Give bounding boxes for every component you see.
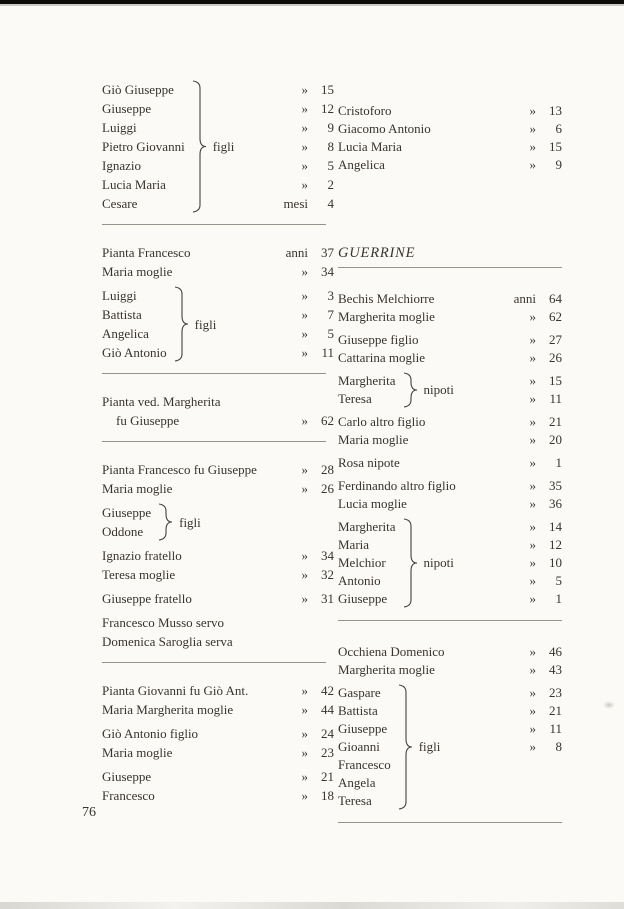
family-group [338,684,562,810]
person-name: Pianta Francesco [102,245,191,260]
row-cluster [102,681,334,719]
person-name: Melchior [338,555,386,570]
person-name: Francesco [338,757,391,772]
age-value: 21 [549,414,562,429]
age-unit: anni [513,291,536,306]
age-value: 26 [321,481,334,496]
row-cluster [102,724,334,762]
age-unit: » [529,739,536,754]
record-row [102,681,334,700]
group-ages [502,372,562,408]
person-name: Oddone [102,524,144,539]
person-name: Teresa [338,391,372,406]
person-name: Gioanni [338,739,380,754]
left-column [102,80,334,805]
age-value [308,392,334,411]
person-name: Cesare [102,196,138,211]
record-row [338,156,562,174]
age-unit: » [529,721,536,736]
age-value: 36 [549,496,562,511]
record-row [338,454,562,472]
person-name: Domenica Saroglia serva [102,634,233,649]
record-row [338,102,562,120]
age-unit: » [301,120,308,135]
person-name: Lucia Maria [338,139,402,154]
age-unit [274,613,308,632]
age-value: 14 [549,519,562,534]
age-unit: » [529,332,536,347]
age-row [274,175,334,194]
family-block [102,243,334,362]
person-name: Giacomo Antonio [338,121,431,136]
age-unit: » [301,788,308,803]
person-name: Luiggi [102,120,137,135]
record-row [102,743,334,762]
age-unit: » [529,537,536,552]
age-unit: » [301,158,308,173]
age-row [502,390,562,408]
age-row [502,372,562,390]
age-value: 23 [321,745,334,760]
age-unit [274,392,308,411]
section-header: GUERRINE [338,245,416,261]
person-name: Lucia Maria [102,177,166,192]
age-value: 13 [549,103,562,118]
group-label: figli [194,316,217,332]
section-divider [338,620,562,621]
row-cluster [102,392,334,430]
family-block [338,290,562,608]
record-row [338,413,562,431]
person-name: Cattarina moglie [338,350,426,365]
person-name: Maria moglie [102,481,173,496]
age-unit: » [301,288,308,303]
family-block [102,681,334,805]
age-row [274,156,334,175]
record-row [102,546,334,565]
section-divider [338,267,562,268]
age-unit: » [529,103,536,118]
group-names [102,503,151,541]
age-value: 8 [555,739,562,754]
age-value: 20 [549,432,562,447]
record-row [102,565,334,584]
age-value: 9 [327,120,334,135]
person-name: Occhiena Domenico [338,644,445,659]
age-unit: » [301,745,308,760]
age-unit: » [301,82,308,97]
age-unit: » [529,519,536,534]
record-row [338,138,562,156]
record-row [102,767,334,786]
age-value: 44 [321,702,334,717]
person-name: Teresa moglie [102,567,176,582]
person-name: Francesco [102,788,155,803]
age-unit: » [301,307,308,322]
age-row [502,554,562,572]
person-name: Margherita [338,373,396,388]
age-unit: » [529,662,536,677]
age-row [502,702,562,720]
family-block [338,643,562,810]
row-cluster [338,477,562,513]
person-name: Giuseppe [102,505,152,520]
person-name: Pianta Giovanni fu Giò Ant. [102,683,249,698]
age-unit: » [301,591,308,606]
curly-brace-icon [192,80,208,213]
age-value: 15 [321,82,334,97]
person-name: Maria moglie [102,264,173,279]
row-cluster [102,546,334,584]
person-name: Luiggi [102,288,137,303]
row-cluster [338,454,562,472]
age-value: 31 [321,591,334,606]
age-unit: » [301,413,308,428]
age-unit: » [529,685,536,700]
person-name: Maria moglie [338,432,409,447]
person-name: Pianta ved. Margherita [102,394,221,409]
age-value: 35 [549,478,562,493]
person-name: Angelica [338,157,385,172]
age-unit: » [529,573,536,588]
age-value: 4 [327,196,334,211]
person-name: Angela [338,775,376,790]
age-value: 62 [549,309,562,324]
person-name: Rosa nipote [338,455,400,470]
person-name: Lucia moglie [338,496,407,511]
age-row [274,194,334,213]
record-row [102,613,334,632]
age-unit: » [301,702,308,717]
curly-brace-icon [403,518,419,608]
age-row [274,343,334,362]
age-value: 62 [321,413,334,428]
group-label: nipoti [423,382,454,397]
age-unit: mesi [283,196,308,211]
person-name: Giuseppe [338,591,388,606]
age-value: 11 [549,391,562,406]
person-name: Battista [338,703,378,718]
person-name: Maria moglie [102,745,173,760]
person-name: Teresa [338,793,372,808]
age-unit: » [301,683,308,698]
age-unit: » [529,478,536,493]
record-row [102,700,334,719]
record-row [338,477,562,495]
section-divider [102,373,326,374]
family-block [102,80,334,213]
age-unit: » [529,121,536,136]
person-name: Cristoforo [338,103,392,118]
age-row [274,137,334,156]
row-cluster [338,331,562,367]
age-unit: » [529,703,536,718]
row-cluster [338,102,562,174]
age-unit: » [301,345,308,360]
row-cluster [102,460,334,498]
age-value: 12 [321,101,334,116]
age-row [274,324,334,343]
person-name: Battista [102,307,142,322]
group-label: figli [212,139,235,154]
record-row [338,661,562,679]
age-unit: » [529,432,536,447]
row-cluster [338,290,562,326]
scan-edge-top-shadow [0,4,624,6]
age-unit: » [301,548,308,563]
age-row [502,572,562,590]
family-group [338,372,562,408]
group-ages [502,684,562,810]
row-cluster [102,589,334,608]
person-name: Margherita moglie [338,662,435,677]
scan-smudge [603,701,615,709]
age-unit: » [529,414,536,429]
curly-brace-icon [403,372,419,408]
group-ages [502,518,562,608]
age-unit: » [529,391,536,406]
record-row [338,290,562,308]
age-value [308,613,334,632]
age-value: 15 [549,373,562,388]
curly-brace-icon [398,684,414,810]
age-value: 11 [321,345,334,360]
page-number: 76 [82,805,96,820]
record-row [102,392,334,411]
group-names [338,684,391,810]
age-row [274,80,334,99]
age-value: 5 [327,326,334,341]
family-block [102,392,334,430]
age-unit: » [301,462,308,477]
age-unit: » [301,326,308,341]
age-row [502,720,562,738]
age-row [502,518,562,536]
age-row [274,99,334,118]
record-row [102,243,334,262]
age-value: 21 [321,769,334,784]
age-unit: » [529,591,536,606]
record-row [338,120,562,138]
age-value: 26 [549,350,562,365]
age-value: 5 [327,158,334,173]
age-value: 23 [549,685,562,700]
age-unit: » [529,309,536,324]
age-unit: » [301,264,308,279]
person-name: Ferdinando altro figlio [338,478,456,493]
age-value: 1 [555,455,562,470]
family-group [338,518,562,608]
scan-edge-bottom [0,902,624,909]
age-value: 8 [327,139,334,154]
section-divider [102,224,326,225]
age-unit: » [529,139,536,154]
person-name: Gaspare [338,685,381,700]
person-name: Margherita [338,519,396,534]
person-name: Bechis Melchiorre [338,291,435,306]
age-value: 42 [321,683,334,698]
age-value: 28 [321,462,334,477]
age-unit: » [529,350,536,365]
age-value: 2 [327,177,334,192]
record-row [102,411,334,430]
row-cluster [338,643,562,679]
record-row [102,262,334,281]
person-name: Maria Margherita moglie [102,702,234,717]
group-label: nipoti [423,555,454,570]
group-names [102,286,167,362]
age-unit: » [529,373,536,388]
family-group [102,80,334,213]
curly-brace-icon [158,503,174,541]
age-row [274,118,334,137]
age-row [502,536,562,554]
age-value: 5 [555,573,562,588]
record-row [102,589,334,608]
person-name: Pianta Francesco fu Giuseppe [102,462,257,477]
person-name: Ignazio fratello [102,548,182,563]
person-name: Giò Giuseppe [102,82,174,97]
age-value: 11 [549,721,562,736]
age-value: 7 [327,307,334,322]
age-value: 10 [549,555,562,570]
row-cluster [338,413,562,449]
age-value: 3 [327,288,334,303]
record-row [338,349,562,367]
family-block [102,460,334,651]
age-unit: » [529,496,536,511]
age-value: 46 [549,644,562,659]
person-name: Giò Antonio figlio [102,726,199,741]
age-unit: » [301,726,308,741]
group-ages [274,503,334,541]
person-name: Giuseppe figlio [338,332,419,347]
curly-brace-icon [174,286,190,362]
age-row [274,286,334,305]
age-value: 43 [549,662,562,677]
age-unit: » [301,481,308,496]
age-row [274,305,334,324]
section-divider [102,662,326,663]
record-row [338,331,562,349]
person-name: Maria [338,537,370,552]
age-value: 32 [321,567,334,582]
age-value: 1 [555,591,562,606]
age-unit: » [529,157,536,172]
family-block [338,102,562,174]
row-cluster [102,243,334,281]
section-divider [102,441,326,442]
age-value: 21 [549,703,562,718]
person-name: Carlo altro figlio [338,414,426,429]
age-value: 37 [321,245,334,260]
person-name: Giuseppe [102,769,152,784]
person-name: fu Giuseppe [116,413,180,428]
person-name: Pietro Giovanni [102,139,185,154]
row-cluster [102,613,334,651]
age-row [502,738,562,756]
age-unit: » [301,567,308,582]
row-cluster [102,767,334,805]
group-label: figli [418,739,441,754]
family-group [102,286,334,362]
age-unit: » [301,177,308,192]
group-label: figli [179,514,201,530]
record-row [338,495,562,513]
person-name: Giuseppe fratello [102,591,192,606]
age-value: 27 [549,332,562,347]
group-names [102,80,185,213]
person-name: Antonio [338,573,381,588]
record-row [338,643,562,661]
group-ages [274,286,334,362]
age-value: 15 [549,139,562,154]
age-unit: anni [285,245,308,260]
age-unit [274,632,308,651]
age-value: 24 [321,726,334,741]
age-row [502,684,562,702]
family-group [102,503,334,541]
age-value: 18 [321,788,334,803]
group-names [338,372,396,408]
group-ages [274,80,334,213]
age-unit: » [301,139,308,154]
record-row [102,786,334,805]
age-value [308,632,334,651]
person-name: Giuseppe [338,721,388,736]
group-names [338,518,396,608]
age-unit: » [301,101,308,116]
record-row [102,479,334,498]
age-value: 64 [549,291,562,306]
age-value: 12 [549,537,562,552]
record-row [338,308,562,326]
person-name: Angelica [102,326,149,341]
age-unit: » [529,644,536,659]
age-value: 9 [555,157,562,172]
age-unit: » [301,769,308,784]
record-row [102,460,334,479]
person-name: Giò Antonio [102,345,167,360]
person-name: Margherita moglie [338,309,435,324]
age-value: 34 [321,264,334,279]
person-name: Francesco Musso servo [102,615,225,630]
record-row [338,431,562,449]
right-column [338,80,562,823]
age-value: 34 [321,548,334,563]
record-row [102,724,334,743]
person-name: Ignazio [102,158,141,173]
section-divider [338,822,562,823]
age-unit: » [529,455,536,470]
record-row [102,632,334,651]
person-name: Giuseppe [102,101,152,116]
age-unit: » [529,555,536,570]
age-row [502,590,562,608]
age-value: 6 [555,121,562,136]
